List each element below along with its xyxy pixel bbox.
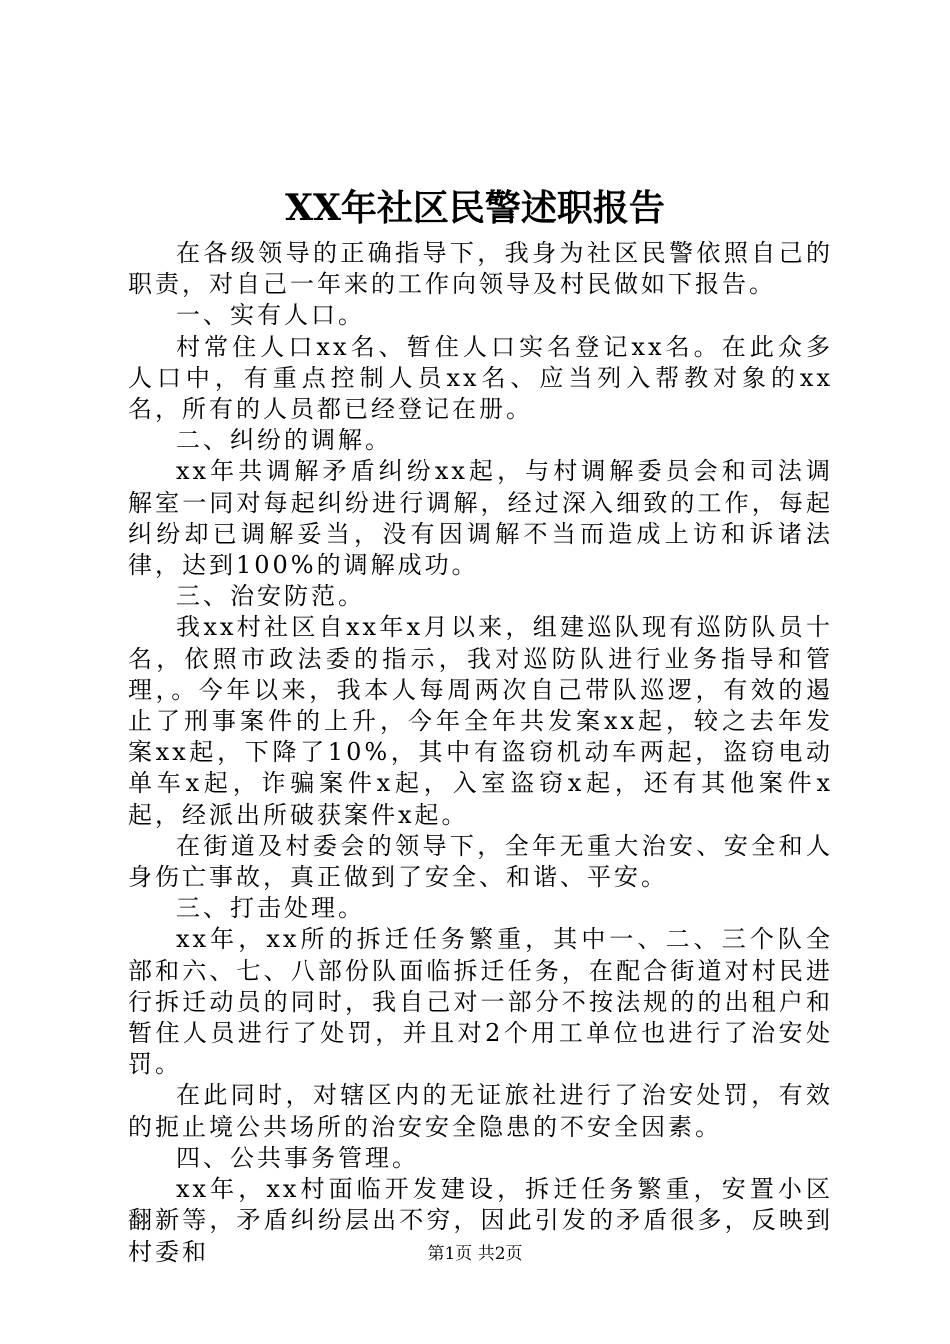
paragraph-intro: 在各级领导的正确指导下，我身为社区民警依照自己的职责，对自己一年来的工作向领导及村民做如下报告。	[128, 239, 833, 299]
page-number-footer: 第1页 共2页	[427, 1244, 523, 1264]
document-title: XX年社区民警述职报告	[285, 187, 665, 229]
paragraph-hostels: 在此同时，对辖区内的无证旅社进行了治安处罚，有效的扼止境公共场所的治安安全隐患的不安全因素。	[128, 1081, 833, 1141]
paragraph-mediation: xx年共调解矛盾纠纷xx起，与村调解委员会和司法调解室一同对每起纠纷进行调解，经过深入细致的工作，每起纠纷却已调解妥当，没有因调解不当而造成上访和诉诸法律，达到100%的调解成功。	[128, 457, 833, 580]
paragraph-safety: 在街道及村委会的领导下，全年无重大治安、安全和人身伤亡事故，真正做到了安全、和谐、平安。	[128, 831, 833, 892]
paragraph-public-affairs: xx年，xx村面临开发建设，拆迁任务繁重，安置小区翻新等，矛盾纠纷层出不穷，因此引发的矛盾很多，反映到村委和	[128, 1175, 833, 1266]
section-heading-public-affairs: 四、公共事务管理。	[176, 1143, 419, 1172]
section-heading-mediation: 二、纠纷的调解。	[176, 426, 392, 455]
document-body	[128, 238, 833, 1268]
paragraph-population: 村常住人口xx名、暂住人口实名登记xx名。在此众多人口中，有重点控制人员xx名、应当列入帮教对象的xx名，所有的人员都已经登记在册。	[128, 332, 833, 424]
section-heading-enforcement: 三、打击处理。	[176, 894, 365, 923]
paragraph-security: 我xx村社区自xx年x月以来，组建巡队现有巡防队员十名，依照市政法委的指示，我对巡防队进行业务指导和管理，。今年以来，我本人每周两次自己带队巡逻，有效的遏止了刑事案件的上升，今年全年共发案xx起，较之去年发案xx起，下降了10%，其中有盗窃机动车两起，盗窃电动单车x起，诈骗案件x起，入室盗窃x起，还有其他案件x起，经派出所破获案件x起。	[128, 613, 833, 829]
section-heading-population: 一、实有人口。	[176, 301, 365, 330]
section-heading-security: 三、治安防范。	[176, 582, 365, 611]
paragraph-enforcement: xx年，xx所的拆迁任务繁重，其中一、二、三个队全部和六、七、八部份队面临拆迁任务，在配合街道对村民进行拆迁动员的同时，我自己对一部分不按法规的的出租户和暂住人员进行了处罚，并且对2个用工单位也进行了治安处罚。	[128, 925, 833, 1079]
